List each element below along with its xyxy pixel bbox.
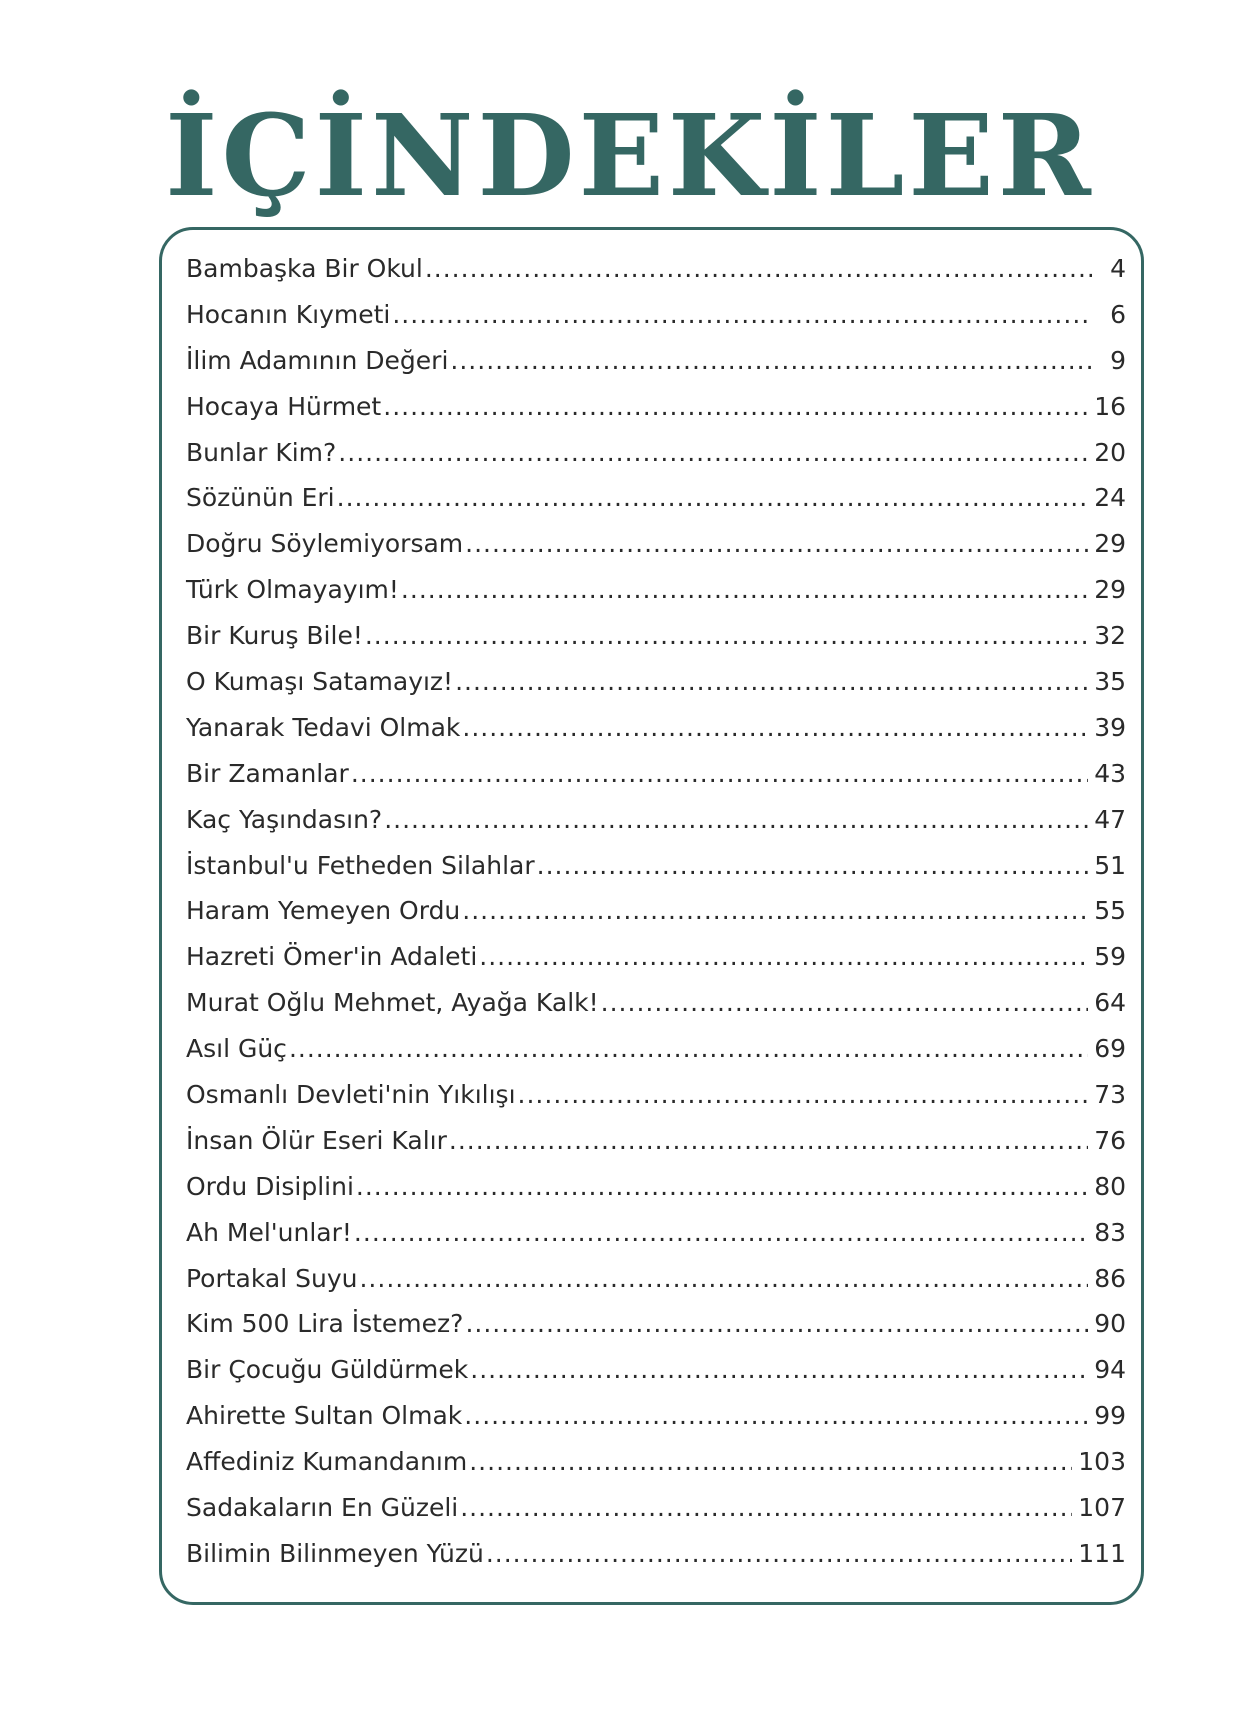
toc-entry [186, 346, 1126, 392]
toc-dot-leader [455, 667, 1088, 696]
toc-entry [186, 483, 1126, 529]
toc-entry-page-number: 99 [1094, 1401, 1126, 1431]
toc-entry-page-number: 107 [1078, 1493, 1126, 1523]
toc-dot-leader [338, 438, 1088, 467]
toc-entry [186, 1539, 1126, 1585]
toc-dot-leader [601, 988, 1089, 1017]
toc-entry [186, 1447, 1126, 1493]
toc-entry-title: Bir Kuruş Bile! [186, 621, 363, 651]
toc-entry [186, 667, 1126, 713]
toc-entry-title: Hazreti Ömer'in Adaleti [186, 942, 478, 972]
toc-entry-title: İstanbul'u Fetheden Silahlar [186, 850, 535, 880]
toc-entry-page-number: 76 [1094, 1125, 1126, 1155]
toc-entry-page-number: 73 [1094, 1080, 1126, 1110]
toc-entry [186, 759, 1126, 805]
toc-entry [186, 575, 1126, 621]
toc-entry [186, 1493, 1126, 1539]
toc-dot-leader [449, 1126, 1088, 1155]
toc-dot-leader [518, 1080, 1089, 1109]
toc-entry-title: Murat Oğlu Mehmet, Ayağa Kalk! [186, 988, 599, 1018]
toc-entry-page-number: 80 [1094, 1171, 1126, 1201]
toc-entry-title: Kim 500 Lira İstemez? [186, 1309, 464, 1339]
toc-entry-title: Ah Mel'unlar! [186, 1217, 352, 1247]
toc-entry [186, 896, 1126, 942]
toc-entry-title: Affediniz Kumandanım [186, 1447, 468, 1477]
toc-entry-page-number: 29 [1094, 529, 1126, 559]
toc-entry-title: Haram Yemeyen Ordu [186, 896, 461, 926]
toc-entry [186, 1401, 1126, 1447]
toc-entry [186, 1355, 1126, 1401]
toc-dot-leader [462, 713, 1088, 742]
toc-dot-leader [392, 300, 1092, 329]
toc-entry-title: Hocaya Hürmet [186, 391, 382, 421]
toc-entry [186, 1309, 1126, 1355]
toc-entry-page-number: 55 [1094, 896, 1126, 926]
toc-entry-title: Bir Çocuğu Güldürmek [186, 1355, 469, 1385]
toc-entry [186, 1126, 1126, 1172]
toc-dot-leader [460, 1493, 1072, 1522]
toc-entry-title: Yanarak Tedavi Olmak [186, 712, 461, 742]
toc-entry-page-number: 90 [1094, 1309, 1126, 1339]
toc-entry-title: Hocanın Kıymeti [186, 299, 391, 329]
toc-entry-title: Asıl Güç [186, 1034, 287, 1064]
toc-entry [186, 1034, 1126, 1080]
table-of-contents [186, 254, 1126, 1585]
toc-entry-page-number: 29 [1094, 575, 1126, 605]
toc-entry-title: Portakal Suyu [186, 1263, 358, 1293]
toc-entry-page-number: 64 [1094, 988, 1126, 1018]
toc-entry-title: İnsan Ölür Eseri Kalır [186, 1125, 447, 1155]
toc-entry-page-number: 86 [1094, 1263, 1126, 1293]
toc-entry-page-number: 16 [1094, 391, 1126, 421]
toc-dot-leader [537, 851, 1089, 880]
toc-entry [186, 713, 1126, 759]
toc-entry-page-number: 9 [1110, 345, 1126, 375]
toc-entry-page-number: 32 [1094, 621, 1126, 651]
toc-entry-title: Türk Olmayayım! [186, 575, 399, 605]
toc-dot-leader [365, 621, 1088, 650]
toc-entry [186, 1080, 1126, 1126]
toc-entry-page-number: 69 [1094, 1034, 1126, 1064]
toc-entry-page-number: 94 [1094, 1355, 1126, 1385]
toc-entry-title: Osmanlı Devleti'nin Yıkılışı [186, 1080, 516, 1110]
toc-entry-page-number: 103 [1078, 1447, 1126, 1477]
toc-entry-page-number: 83 [1094, 1217, 1126, 1247]
page-title: İÇİNDEKİLER [165, 91, 1095, 222]
toc-entry-title: İlim Adamının Değeri [186, 345, 449, 375]
toc-entry-title: Doğru Söylemiyorsam [186, 529, 464, 559]
toc-entry-title: Bir Zamanlar [186, 758, 349, 788]
toc-entry-page-number: 43 [1094, 758, 1126, 788]
toc-dot-leader [479, 942, 1088, 971]
toc-entry [186, 392, 1126, 438]
toc-entry [186, 621, 1126, 667]
toc-entry [186, 300, 1126, 346]
toc-entry-page-number: 47 [1094, 804, 1126, 834]
toc-dot-leader [351, 759, 1088, 788]
toc-entry [186, 805, 1126, 851]
toc-entry [186, 529, 1126, 575]
toc-entry-page-number: 59 [1094, 942, 1126, 972]
toc-dot-leader [465, 529, 1088, 558]
toc-entry-title: Sadakaların En Güzeli [186, 1493, 459, 1523]
toc-dot-leader [425, 254, 1092, 283]
toc-entry-page-number: 4 [1110, 254, 1126, 283]
toc-entry [186, 438, 1126, 484]
toc-entry-title: Bilimin Bilinmeyen Yüzü [186, 1538, 484, 1568]
toc-dot-leader [289, 1034, 1088, 1063]
toc-entry [186, 988, 1126, 1034]
toc-dot-leader [470, 1355, 1088, 1384]
toc-entry-page-number: 51 [1094, 850, 1126, 880]
toc-dot-leader [384, 805, 1088, 834]
toc-entry [186, 1264, 1126, 1310]
toc-dot-leader [465, 1309, 1088, 1338]
toc-entry-title: Ordu Disiplini [186, 1171, 354, 1201]
toc-entry-title: Ahirette Sultan Olmak [186, 1401, 463, 1431]
toc-dot-leader [486, 1539, 1072, 1568]
toc-entry-title: Bunlar Kim? [186, 437, 337, 467]
toc-dot-leader [464, 1401, 1088, 1430]
toc-entry [186, 1218, 1126, 1264]
toc-entry-title: Kaç Yaşındasın? [186, 804, 383, 834]
toc-entry-page-number: 111 [1078, 1538, 1126, 1568]
toc-entry [186, 1172, 1126, 1218]
toc-entry-page-number: 24 [1094, 483, 1126, 513]
toc-dot-leader [462, 896, 1088, 925]
toc-entry-title: Bambaşka Bir Okul [186, 254, 423, 283]
toc-entry-page-number: 6 [1110, 299, 1126, 329]
toc-dot-leader [337, 483, 1089, 512]
toc-entry-page-number: 20 [1094, 437, 1126, 467]
toc-dot-leader [450, 346, 1092, 375]
toc-dot-leader [359, 1264, 1088, 1293]
toc-dot-leader [469, 1447, 1072, 1476]
toc-entry-title: O Kumaşı Satamayız! [186, 667, 454, 697]
toc-entry [186, 851, 1126, 897]
toc-dot-leader [354, 1218, 1088, 1247]
toc-entry [186, 942, 1126, 988]
toc-entry-title: Sözünün Eri [186, 483, 335, 513]
toc-dot-leader [401, 575, 1088, 604]
toc-entry-page-number: 35 [1094, 667, 1126, 697]
toc-entry [186, 254, 1126, 300]
toc-dot-leader [383, 392, 1088, 421]
toc-entry-page-number: 39 [1094, 712, 1126, 742]
toc-dot-leader [356, 1172, 1088, 1201]
